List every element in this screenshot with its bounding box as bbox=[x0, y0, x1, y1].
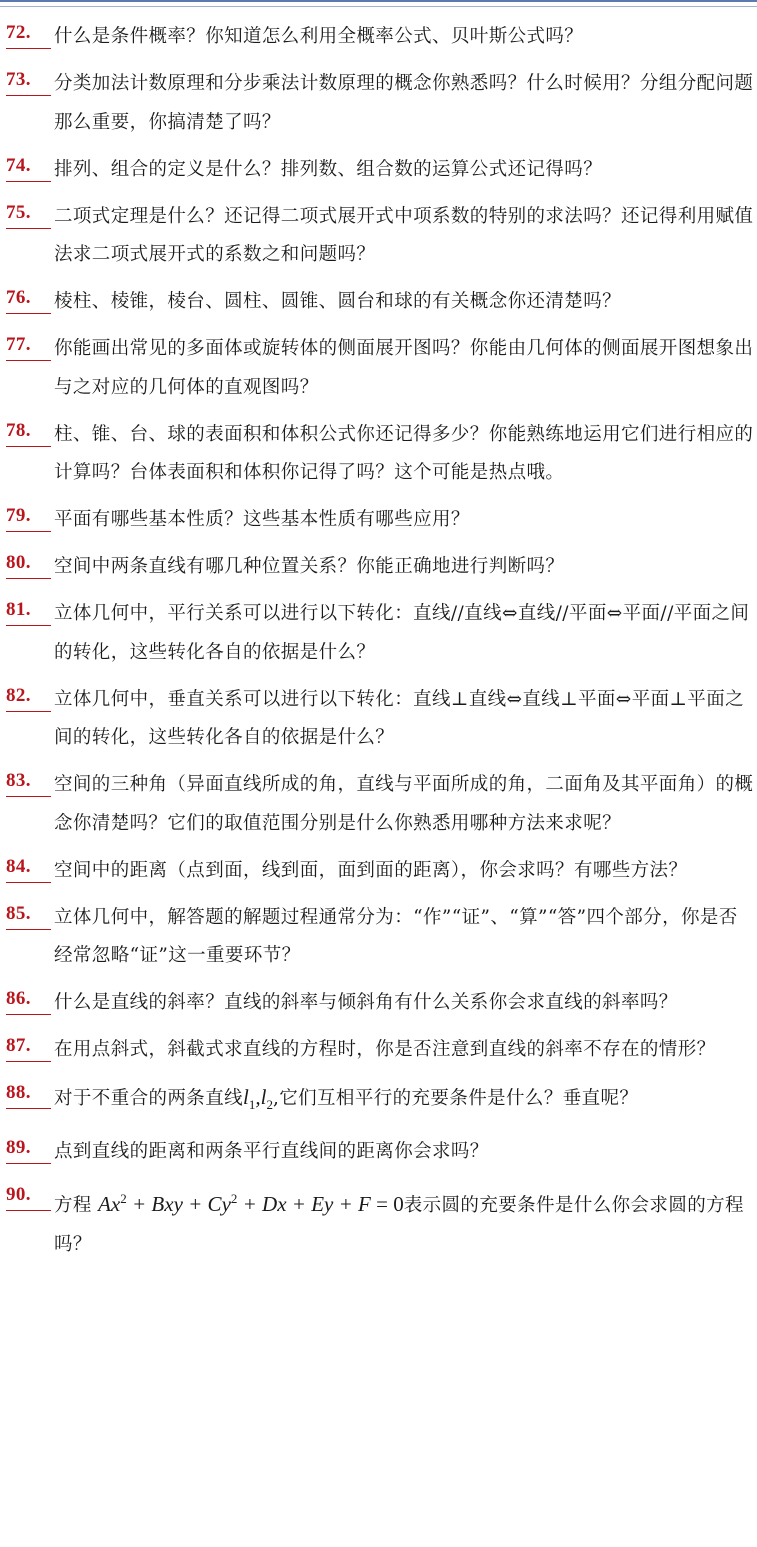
question-text: 空间的三种角（异面直线所成的角，直线与平面所成的角，二面角及其平面角）的概念你清楚吗？它们的取值范围分别是什么你熟悉用哪种方法来求呢？ bbox=[54, 774, 754, 834]
top-border-rule bbox=[0, 0, 757, 7]
question-item bbox=[6, 1078, 754, 1125]
question-item bbox=[6, 681, 754, 758]
question-text: 什么是直线的斜率？直线的斜率与倾斜角有什么关系你会求直线的斜率吗？ bbox=[54, 992, 678, 1013]
question-text: 什么是条件概率？你知道怎么利用全概率公式、贝叶斯公式吗？ bbox=[54, 26, 584, 47]
question-item bbox=[6, 766, 754, 843]
question-text-before-math: 方程 bbox=[54, 1195, 99, 1217]
circle-equation-formula: $Ax^2$ + Bxy + $Cy^2 + Dx + Ey + F = 0$ bbox=[98, 1191, 404, 1217]
question-text-after-math: ,它们互相平行的充要条件是什么？垂直呢？ bbox=[272, 1088, 639, 1109]
question-item bbox=[6, 899, 754, 976]
question-item bbox=[6, 501, 754, 540]
question-number: 90. bbox=[6, 1180, 51, 1211]
question-number: 73. bbox=[6, 65, 51, 96]
question-item bbox=[6, 18, 754, 57]
question-number: 74. bbox=[6, 151, 51, 182]
question-number: 87. bbox=[6, 1031, 51, 1062]
question-text: 棱柱、棱锥，棱台、圆柱、圆锥、圆台和球的有关概念你还清楚吗？ bbox=[54, 291, 622, 312]
question-item bbox=[6, 198, 754, 275]
question-text: 二项式定理是什么？还记得二项式展开式中项系数的特别的求法吗？还记得利用赋值法求二项式展开式的系数之和问题吗？ bbox=[54, 205, 754, 265]
question-item bbox=[6, 1133, 754, 1172]
question-item bbox=[6, 151, 754, 190]
question-number: 89. bbox=[6, 1133, 51, 1164]
question-item bbox=[6, 852, 754, 891]
question-list bbox=[6, 18, 754, 1273]
question-text: 立体几何中，平行关系可以进行以下转化：直线//直线⇔直线//平面⇔平面//平面之间的转化，这些转化各自的依据是什么？ bbox=[54, 603, 750, 663]
question-number: 83. bbox=[6, 766, 51, 797]
question-number: 86. bbox=[6, 984, 51, 1015]
question-number: 88. bbox=[6, 1078, 51, 1109]
question-number: 82. bbox=[6, 681, 51, 712]
question-item bbox=[6, 283, 754, 322]
question-number: 80. bbox=[6, 548, 51, 579]
question-text: 平面有哪些基本性质？这些基本性质有哪些应用？ bbox=[54, 509, 470, 530]
question-text: 空间中的距离（点到面，线到面，面到面的距离），你会求吗？有哪些方法？ bbox=[54, 859, 688, 881]
question-number: 81. bbox=[6, 595, 51, 626]
question-number: 75. bbox=[6, 198, 51, 229]
question-item bbox=[6, 1180, 754, 1264]
question-text: 你能画出常见的多面体或旋转体的侧面展开图吗？你能由几何体的侧面展开图想象出与之对应的几何体的直观图吗？ bbox=[54, 338, 754, 398]
question-number: 72. bbox=[6, 18, 51, 49]
question-text: 排列、组合的定义是什么？排列数、组合数的运算公式还记得吗？ bbox=[54, 158, 603, 180]
question-text: 分类加法计数原理和分步乘法计数原理的概念你熟悉吗？什么时候用？分组分配问题那么重要，你搞清楚了吗？ bbox=[54, 73, 754, 133]
question-item bbox=[6, 984, 754, 1023]
question-text: 在用点斜式，斜截式求直线的方程时，你是否注意到直线的斜率不存在的情形？ bbox=[54, 1039, 716, 1060]
question-item bbox=[6, 548, 754, 587]
question-item bbox=[6, 595, 754, 672]
question-number: 85. bbox=[6, 899, 51, 930]
question-item bbox=[6, 1031, 754, 1070]
question-text: 立体几何中，垂直关系可以进行以下转化：直线⊥直线⇔直线⊥平面⇔平面⊥平面之间的转化，这些转化各自的依据是什么？ bbox=[54, 688, 744, 748]
question-item bbox=[6, 416, 754, 493]
question-text: 立体几何中，解答题的解题过程通常分为：“作”“证”、“算”“答”四个部分，你是否经常忽略“证”这一重要环节？ bbox=[54, 906, 738, 966]
question-text-after-math: 表示圆的充要条件是什么你会求圆的方程吗？ bbox=[54, 1195, 744, 1255]
line-symbols-formula: $l_1,l_2$ bbox=[243, 1085, 273, 1113]
question-text: 空间中两条直线有哪几种位置关系？你能正确地进行判断吗？ bbox=[54, 556, 565, 577]
question-number: 78. bbox=[6, 416, 51, 447]
question-number: 77. bbox=[6, 330, 51, 361]
question-text: 点到直线的距离和两条平行直线间的距离你会求吗？ bbox=[54, 1141, 489, 1163]
question-number: 84. bbox=[6, 852, 51, 883]
question-item bbox=[6, 330, 754, 407]
question-number: 76. bbox=[6, 283, 51, 314]
question-text: 柱、锥、台、球的表面积和体积公式你还记得多少？你能熟练地运用它们进行相应的计算吗？台体表面积和体积你记得了吗？这个可能是热点哦。 bbox=[54, 423, 754, 483]
question-text-before-math: 对于不重合的两条直线 bbox=[54, 1088, 244, 1109]
question-number: 79. bbox=[6, 501, 51, 532]
question-item bbox=[6, 65, 754, 142]
